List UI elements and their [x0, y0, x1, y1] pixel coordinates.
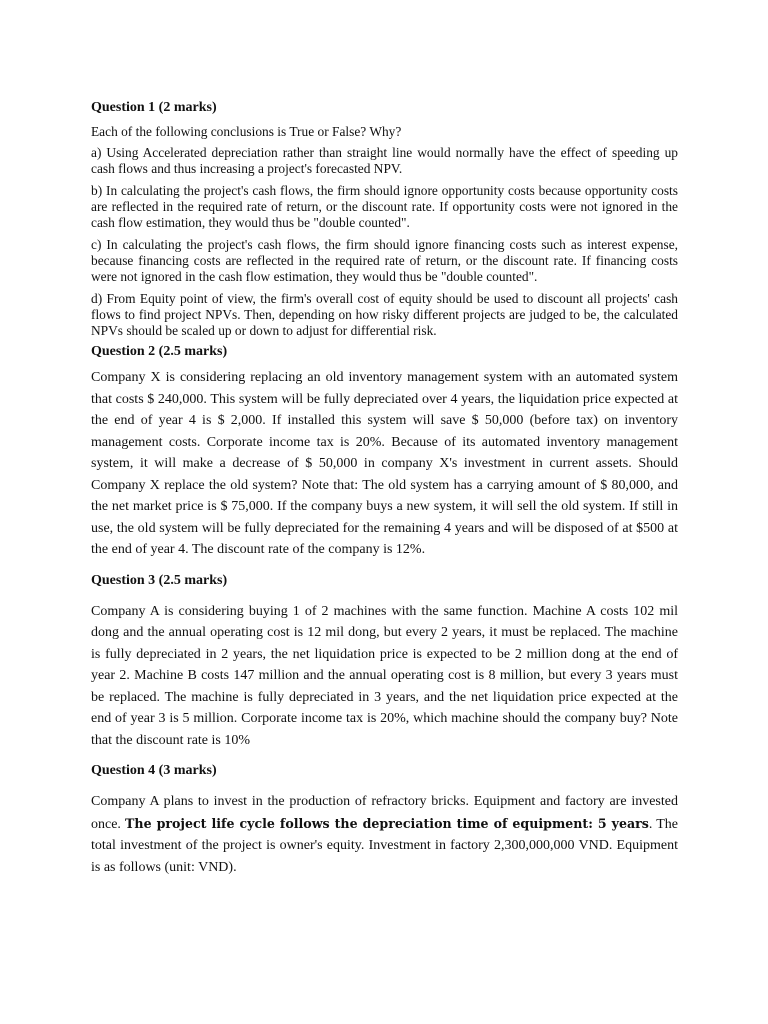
question-2-title: Question 2 (2.5 marks) — [91, 344, 228, 359]
question-3-body: Company A is considering buying 1 of 2 machines with the same function. Machine A costs 102 mil dong and the annual operating cost is 12 mil dong, but every 2 years, it must be replaced. The machine is fully depreciated in 2 years, the net liquidation price is expected to be 2 million dong at the end of year 2. Machine B costs 147 million and the annual operating cost is 8 million, but every 3 years must be replaced. The machine is fully depreciated in 3 years, and the net liquidation price expected at the end of year 3 is 5 million. Corporate income tax is 20%, which machine should the company buy? Note that the discount rate is 10% — [91, 603, 678, 748]
question-3 — [91, 571, 678, 752]
question-4-body-bold: The project life cycle follows the depreciation time of equipment: 5 years — [125, 815, 649, 831]
question-2-body: Company X is considering replacing an old inventory management system with an automated system that costs $ 240,000. This system will be fully depreciated over 4 years, the liquidation price expected at the end of year 4 is $ 2,000. If installed this system will save $ 50,000 (before tax) on inventory management costs. Corporate income tax is 20%. Because of its automated inventory management system, it will make a decrease of $ 50,000 in company X's investment in current assets. Should Company X replace the old system? Note that: The old system has a carrying amount of $ 80,000, and the net market price is $ 75,000. If the company buys a new system, it will sell the old system. If still in use, the old system will be fully depreciated for the remaining 4 years and will be disposed of at $500 at the end of year 4. The discount rate of the company is 12%. — [91, 370, 678, 557]
question-1-item-b: b) In calculating the project's cash flows, the firm should ignore opportunity costs because opportunity costs are reflected in the required rate of return, or the discount rate. If opportunity costs were not ignored in the cash flow estimation, they would thus be "double counted". — [91, 183, 678, 230]
question-4-body-end: . The total investment of the project is owner's equity. Investment in factory 2,300,000,000 VND. Equipment is as follows (unit: VND). — [91, 816, 678, 875]
question-1-title: Question 1 (2 marks) — [91, 100, 217, 115]
question-4-body — [91, 791, 678, 878]
question-1-item-c: c) In calculating the project's cash flows, the firm should ignore financing costs such as interest expense, because financing costs are reflected in the required rate of return, or the discount rate. If financing costs were not ignored in the cash flow estimation, they would thus be "double counted". — [91, 237, 678, 284]
question-2 — [91, 342, 678, 561]
question-1-item-d: d) From Equity point of view, the firm's overall cost of equity should be used to discount all projects' cash flows to find project NPVs. Then, depending on how risky different projects are judged to be, the calculated NPVs should be scaled up or down to adjust for differential risk. — [91, 291, 678, 338]
question-3-title: Question 3 (2.5 marks) — [91, 572, 228, 588]
question-1 — [91, 98, 678, 339]
question-4 — [91, 761, 678, 878]
question-1-item-a: a) Using Accelerated depreciation rather than straight line would normally have the effect of speeding up cash flows and thus increasing a project's forecasted NPV. — [91, 145, 678, 176]
question-4-body-start: Company A plans to invest in the production of refractory bricks. Equipment and factory are invested once. — [91, 794, 678, 832]
question-1-intro: Each of the following conclusions is True or False? Why? — [91, 124, 402, 139]
question-4-title: Question 4 (3 marks) — [91, 763, 217, 778]
